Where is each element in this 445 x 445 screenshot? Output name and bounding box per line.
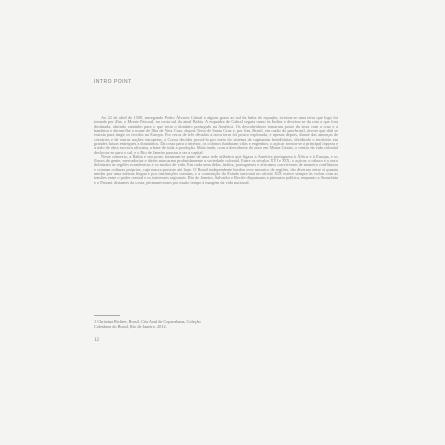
footnote-separator xyxy=(94,315,120,316)
footnote xyxy=(94,319,338,329)
page-number: 12 xyxy=(94,338,99,343)
paragraph: Ao 22 de abril de 1500, navegando Pedro Álvares Cabral a alguns graus ao sul da linha do equador, avistou-se uma terra que logo foi tomada por ilha, o Monte Pascoal, na costa sul da atual Bahia. A esquadra de Cabral seguia rumo às Índias e desviou-se da rota a que fora destinada, abrindo caminho para o que seria o domínio português na América. Os descobridores tomaram posse da terra com a cruz e a bandeira e deram-lhe o nome de Ilha de Vera Cruz, depois Terra de Santa Cruz e, por fim, Brasil, em razão do pau-brasil, árvore que dali se extraía para tingir os tecidos na Europa. Por cerca de três décadas a nova terra foi pouco explorada, e apenas depois, diante das ameaças de corsários e de outras nações europeias, a Coroa decidiu povoá-la por meio do sistema de capitanias hereditárias, dividindo o território em grandes faixas entregues a donatários. Da costa para o interior, os colonos fundaram vilas e engenhos; o açúcar tornou-se a principal riqueza e a mão de obra escrava africana, a base de toda a produção. Mais tarde, com a descoberta do ouro em Minas Gerais, o centro da vida colonial deslocou-se para o sul, e o Rio de Janeiro passou a ser a capital. xyxy=(94,115,338,155)
body-text xyxy=(94,116,338,185)
chapter-heading: INTRO POINT xyxy=(94,79,132,85)
footnote-line: Coletânea do Brasil, Rio de Janeiro, 2012. xyxy=(94,324,167,329)
paragraph: Neste contexto, a Bahia e seu porto tornaram-se parte de uma rede atlântica que ligava a América portuguesa à África e à Europa, e os fluxos de gente, mercadorias e ideias marcaram profundamente a sociedade colonial. Entre os séculos XVI e XIX, o açúcar, o tabaco e o ouro definiram as regiões econômicas e os modos de vida. Em cada uma delas, índios, portugueses e africanos conviveram de maneira conflituosa e criaram culturas próprias, cuja marca persiste até hoje. O Brasil independente herdou esse mosaico de regiões, tão diversas entre si quanto unidas por uma mesma língua e por instituições comuns, e a construção do Estado nacional no século XIX esteve sempre às voltas com as tensões entre o poder central e os interesses regionais. Rio de Janeiro, Salvador e Recife disputaram a primazia política, enquanto a Amazônia e o Paraná, distantes da costa, permaneceram por muito tempo à margem da vida nacional. xyxy=(94,153,338,185)
footnote-line: 1 Christina Richter, Brasil, Céu Azul de Copacabana, Coleção xyxy=(94,319,201,324)
